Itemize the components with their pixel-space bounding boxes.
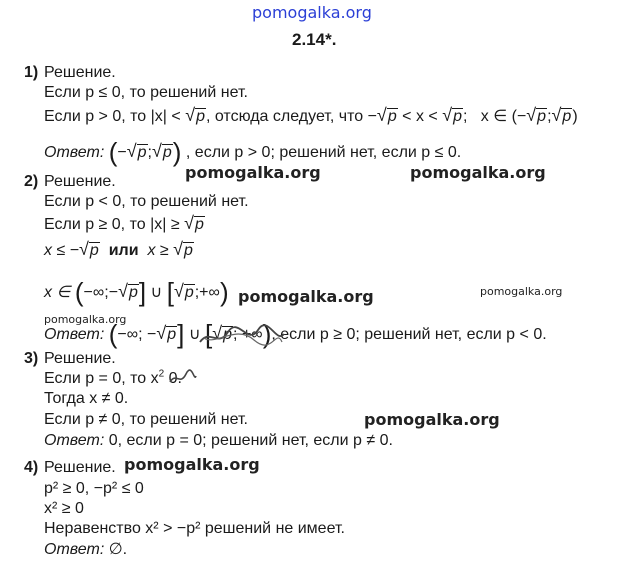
section-3-heading: Решение. [44,350,116,367]
problem-number: 2.14*. [292,30,337,49]
section-3-line-1: Если p = 0, то $x^2$ 0. [44,368,182,387]
section-1-heading: Решение. [44,64,116,81]
watermark: pomogalka.org [238,287,374,306]
section-2-line-1: Если p < 0, то решений нет. [44,193,249,210]
scribble-mark-small [168,368,198,388]
section-4-line-1: p² ≥ 0, −p² ≤ 0 [44,480,144,497]
section-2-answer: Ответ: (−∞; −√p] ∪ [√p; +∞), если p ≥ 0; решений нет, если p < 0. [44,319,547,349]
section-3-number: 3) [24,350,39,367]
section-3-line-3: Если p ≠ 0, то решений нет. [44,411,248,428]
section-1-line-2: Если p > 0, то |x| < √p, отсюда следует, что −√p < x < √p; x ∈ (−√p;√p) [44,105,578,125]
section-1-answer: Ответ: (−√p;√p) , если p > 0; решений нет, если p ≤ 0. [44,137,462,167]
section-3-answer: Ответ: 0, если p = 0; решений нет, если p ≠ 0. [44,432,393,449]
section-2-heading: Решение. [44,173,116,190]
section-2-line-4: x ∈ (−∞;−√p] ∪ [√p;+∞) [44,277,229,307]
section-1-line-1: Если p ≤ 0, то решений нет. [44,84,248,101]
section-2-number: 2) [24,173,39,190]
section-2-line-3: x ≤ −√p или x ≥ √p [44,239,193,259]
section-4-number: 4) [24,459,39,476]
section-4-line-2: x² ≥ 0 [44,500,84,517]
section-3-line-2: Тогда x ≠ 0. [44,390,129,407]
watermark: pomogalka.org [364,410,500,429]
watermark: pomogalka.org [44,313,127,326]
watermark-top: pomogalka.org [252,3,372,22]
section-4-answer: Ответ: ∅. [44,541,128,558]
section-2-line-2: Если p ≥ 0, то |x| ≥ √p [44,213,204,233]
section-4-line-3: Неравенство x² > −p² решений не имеет. [44,520,345,537]
scribble-mark [196,322,288,350]
watermark: pomogalka.org [480,285,563,298]
section-4-heading: Решение. [44,459,116,476]
watermark: pomogalka.org [124,455,260,474]
watermark: pomogalka.org [185,163,321,182]
watermark: pomogalka.org [410,163,546,182]
section-1-number: 1) [24,64,39,81]
